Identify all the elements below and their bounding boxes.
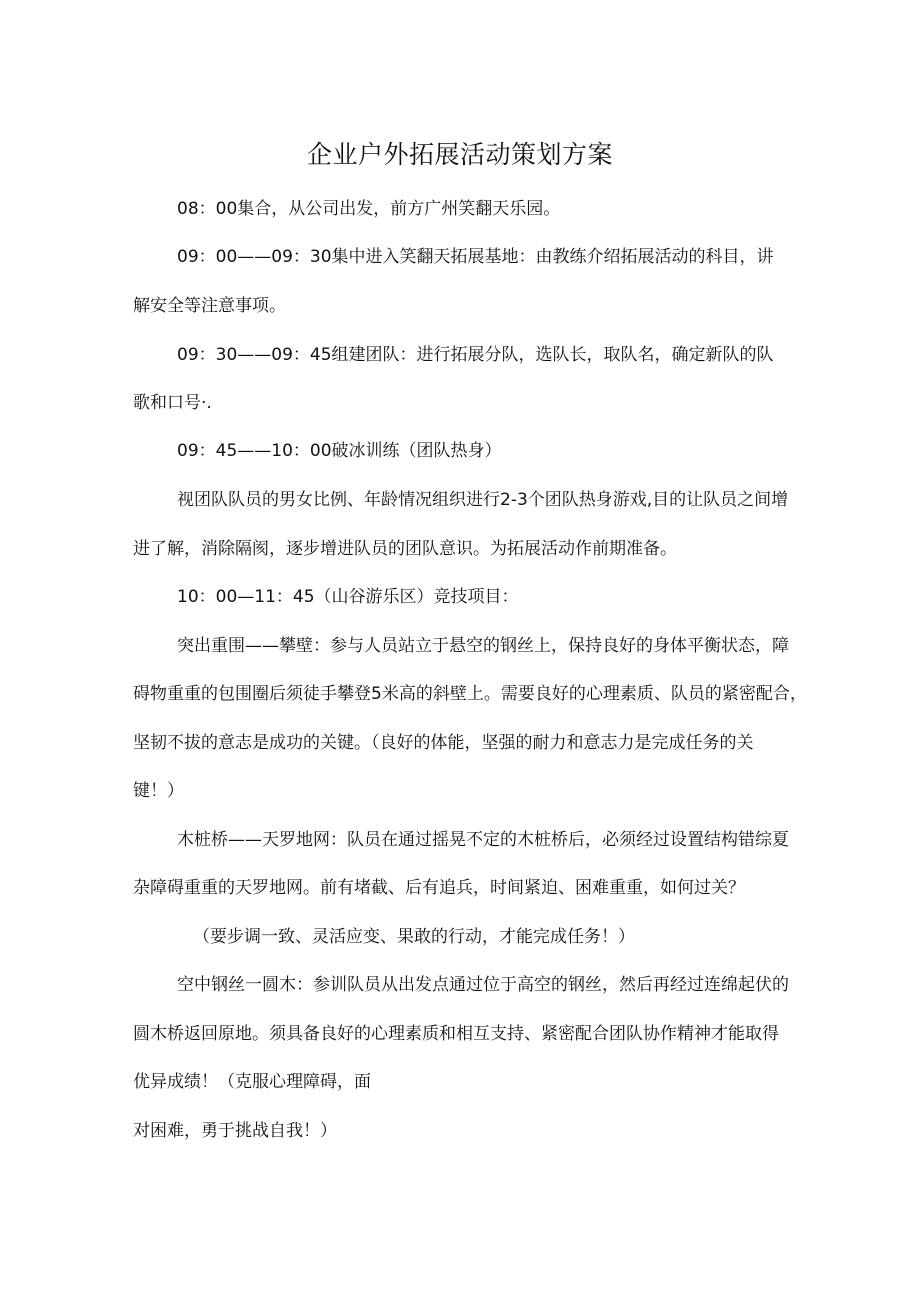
- bridge-paragraph-note: （要步调一致、灵活应变、果敢的行动，才能完成任务！）: [193, 927, 635, 947]
- schedule-line-0945: 09：45——10：00破冰训练（团队热身）: [177, 441, 502, 461]
- climbing-paragraph-line-4: 键！）: [133, 781, 184, 801]
- icebreak-paragraph-line-1: 视团队队员的男女比例、年龄情况组织进行2-3个团队热身游戏,目的让队员之间增: [177, 490, 789, 510]
- schedule-line-0900-cont: 解安全等注意事项。: [133, 296, 286, 316]
- bridge-paragraph-line-1: 木桩桥——天罗地网：队员在通过摇晃不定的木桩桥后，必须经过设置结构错综夏: [177, 830, 789, 850]
- climbing-paragraph-line-2: 碍物重重的包围圈后须徒手攀登5米高的斜壁上。需要良好的心理素质、队员的紧密配合，: [133, 684, 807, 704]
- schedule-line-0800: 08：00集合，从公司出发，前方广州笑翻天乐园。: [177, 199, 561, 219]
- schedule-line-0930: 09：30——09：45组建团队：进行拓展分队，选队长，取队名，确定新队的队: [177, 345, 774, 365]
- schedule-line-0930-cont: 歌和口号·.: [133, 393, 212, 413]
- climbing-paragraph-line-3: 坚韧不拔的意志是成功的关键。（良好的体能，坚强的耐力和意志力是完成任务的关: [133, 733, 754, 753]
- document-title: 企业户外拓展活动策划方案: [306, 140, 613, 169]
- wire-paragraph-line-4: 对困难，勇于挑战自我！）: [133, 1121, 337, 1141]
- wire-paragraph-line-1: 空中钢丝一圆木：参训队员从出发点通过位于高空的钢丝，然后再经过连绵起伏的: [177, 975, 789, 995]
- icebreak-paragraph-line-2: 进了解，消除隔阂，逐步增进队员的团队意识。为拓展活动作前期准备。: [133, 539, 677, 559]
- bridge-paragraph-line-2: 杂障碍重重的天罗地网。前有堵截、后有追兵，时间紧迫、困难重重，如何过关？: [133, 878, 745, 898]
- schedule-line-1000: 10：00—11：45（山谷游乐区）竞技项目：: [177, 587, 519, 607]
- wire-paragraph-line-2: 圆木桥返回原地。须具备良好的心理素质和相互支持、紧密配合团队协作精神才能取得: [133, 1024, 779, 1044]
- schedule-line-0900: 09：00——09：30集中进入笑翻天拓展基地：由教练介绍拓展活动的科目，讲: [177, 247, 774, 267]
- climbing-paragraph-line-1: 突出重围——攀壁：参与人员站立于悬空的钢丝上，保持良好的身体平衡状态，障: [177, 636, 789, 656]
- wire-paragraph-line-3: 优异成绩！（克服心理障碍，面: [133, 1072, 371, 1092]
